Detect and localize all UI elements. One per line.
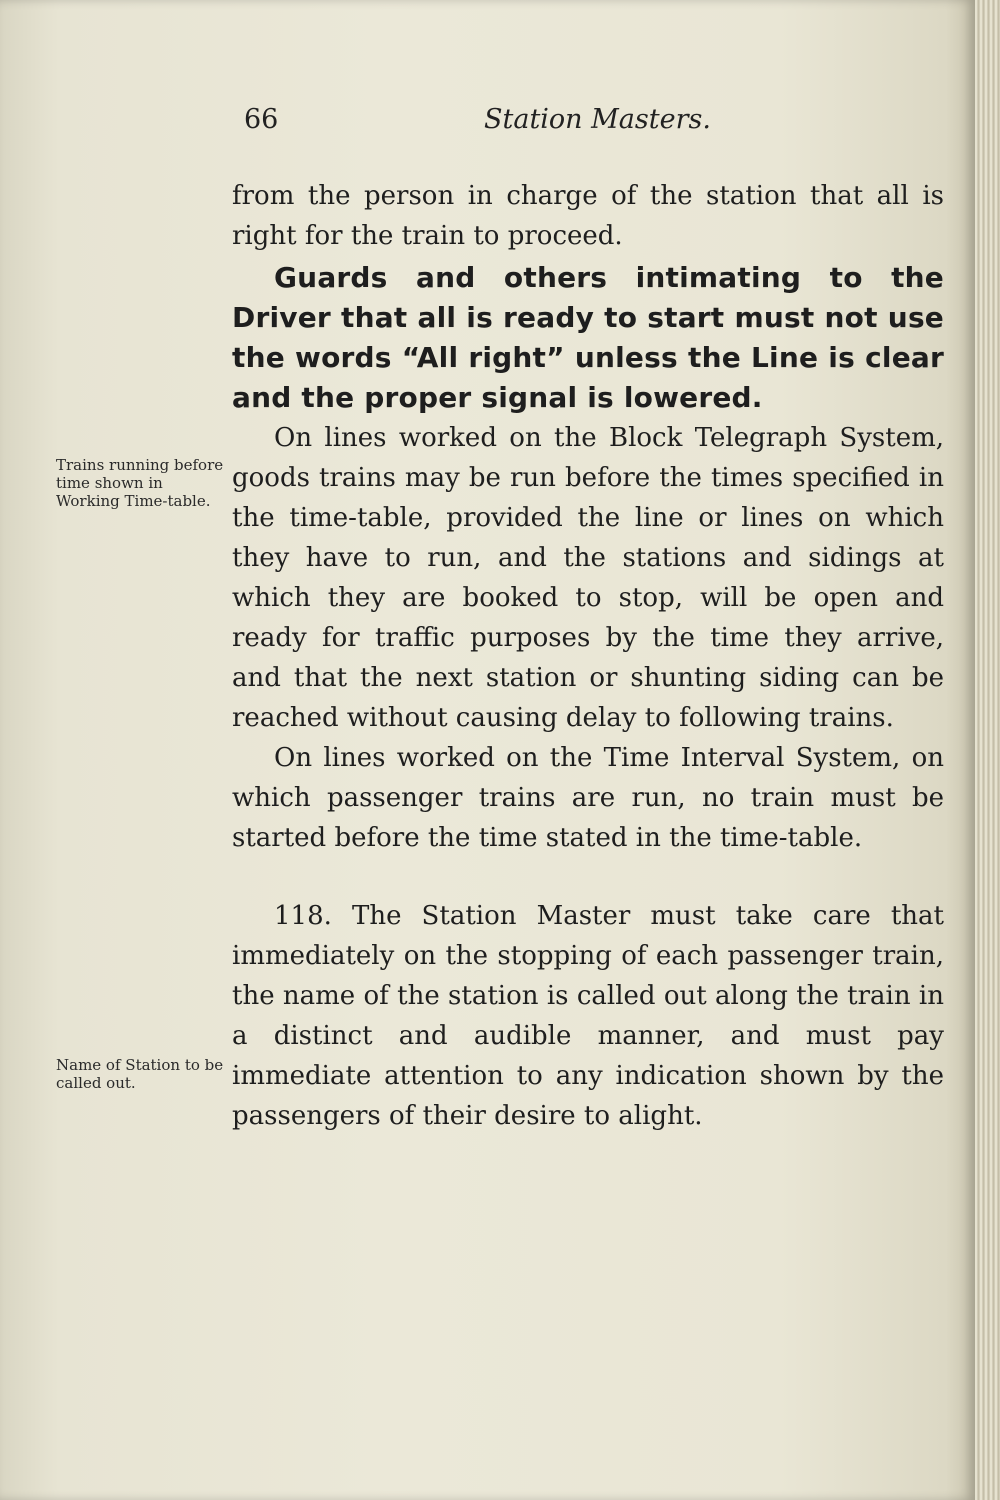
paragraph-continuation: from the person in charge of the station that all is right for the train to proceed. — [232, 181, 944, 251]
paragraph-time-interval: On lines worked on the Time Interval System, on which passenger trains are run, no train must be started before the time stated in the time-table. — [232, 743, 944, 853]
running-title: Station Masters. — [484, 104, 711, 135]
margin-note-trains-running-before-time: Trains running before time shown in Working Time-table. — [56, 456, 224, 510]
paragraph-block-telegraph: On lines worked on the Block Telegraph System, goods trains may be run before the times specified in the time-table, provided the line or lines on which they have to run, and the stations and sidings at which they are booked to stop, will be open and ready for traffic purposes by the time they arrive, and that the next station or shunting siding can be reached without causing delay to following trains. — [232, 423, 944, 733]
paragraph-guards-notice: Guards and others intimating to the Driver that all is ready to start must not use the words “All right” unless the Line is clear and the proper signal is lowered. — [232, 261, 944, 414]
margin-note-name-of-station: Name of Station to be called out. — [56, 1056, 224, 1092]
page-edge — [975, 0, 1000, 1500]
body-text — [232, 176, 944, 1136]
page-header — [0, 104, 975, 144]
page-number: 66 — [244, 104, 279, 135]
paragraph-rule-118: 118. The Station Master must take care that immediately on the stopping of each passenger train, the name of the station is called out along the train in a distinct and audible manner, and must pay immediate attention to any indication shown by the passengers of their desire to alight. — [232, 901, 944, 1131]
